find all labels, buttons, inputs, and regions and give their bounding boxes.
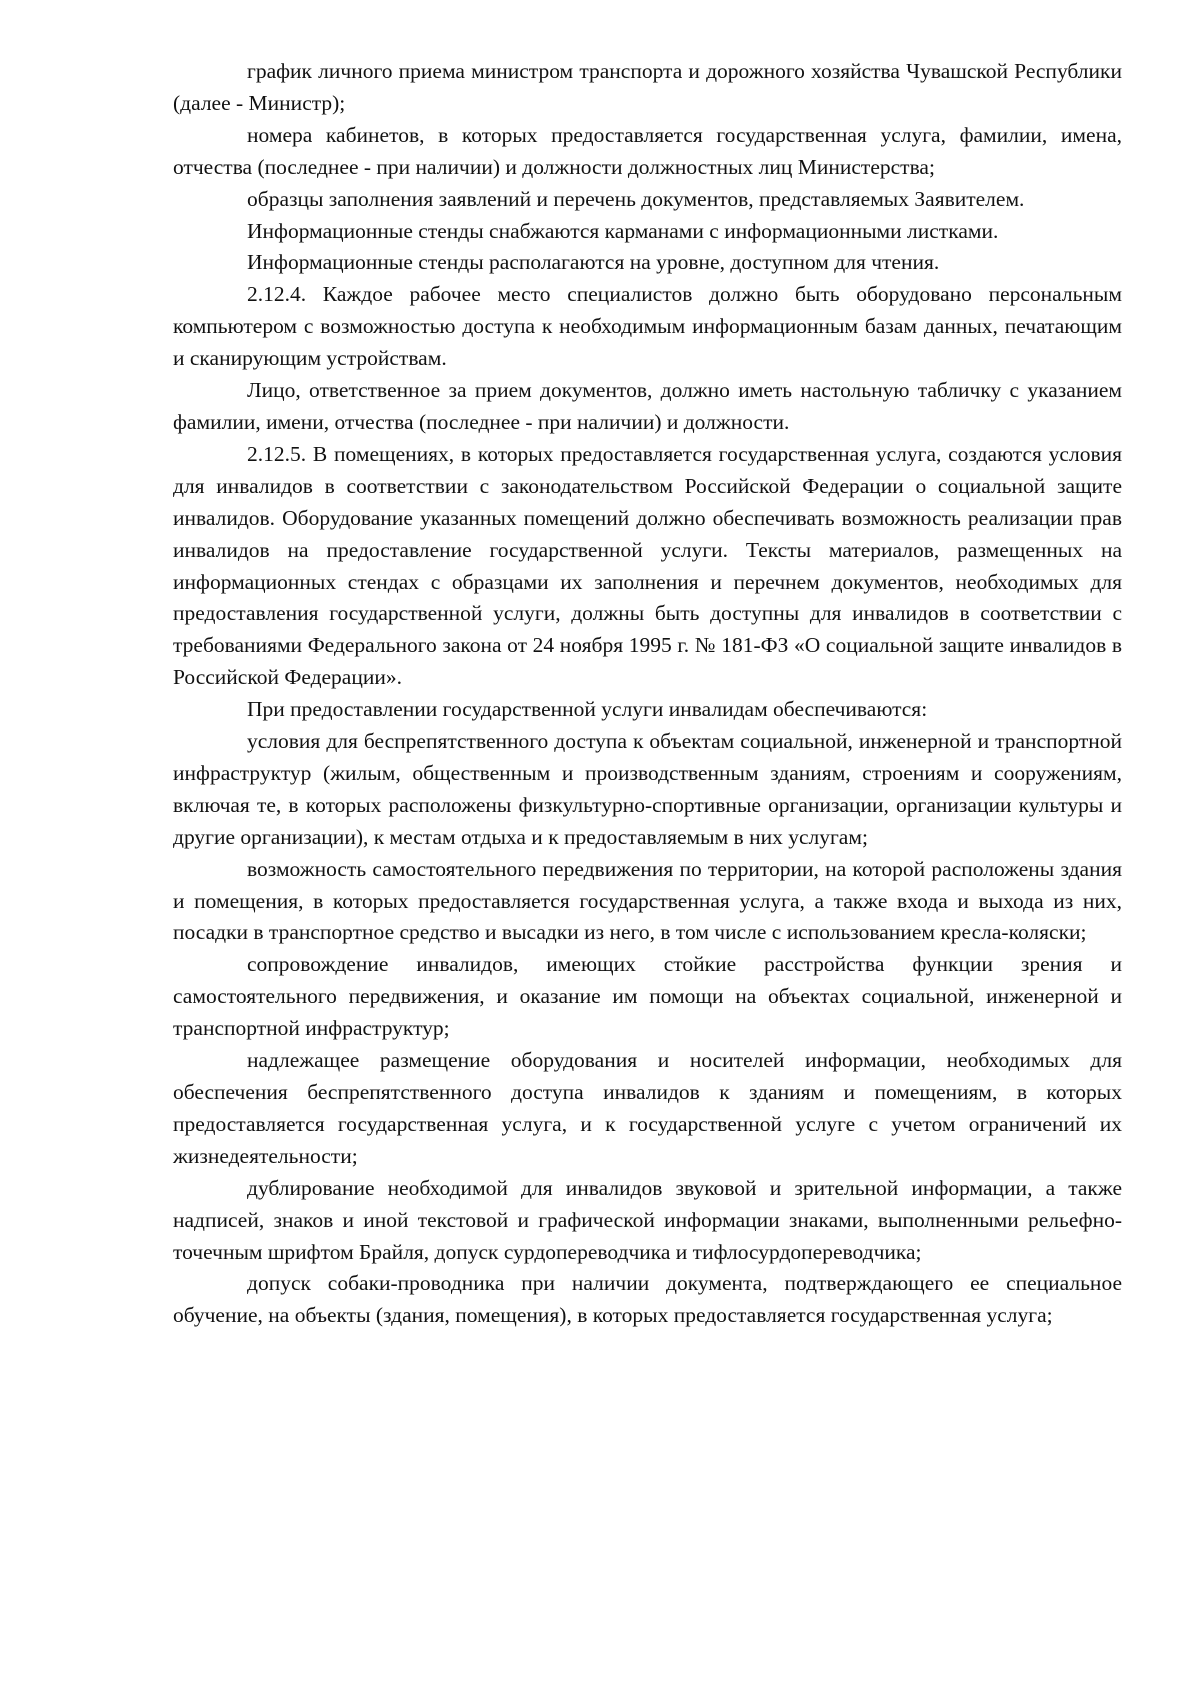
paragraph-desk-nameplate: Лицо, ответственное за прием документов, должно иметь настольную табличку с указанием фамилии, имени, отчества (последнее - при наличии) и должности. — [173, 378, 1122, 434]
list-item-equipment-placement: надлежащее размещение оборудования и носителей информации, необходимых для обеспечения беспрепятственного доступа инвалидов к зданиям и помещениям, в которых предоставляется государственная услуга, и к государственной услуге с учетом ограничений их жизнедеятельности; — [173, 1048, 1122, 1168]
paragraph-reception-schedule: график личного приема министром транспорта и дорожного хозяйства Чувашской Республики (далее - Министр); — [173, 59, 1122, 115]
paragraph-2-12-4: 2.12.4. Каждое рабочее место специалистов должно быть оборудовано персональным компьютером с возможностью доступа к необходимым информационным базам данных, печатающим и сканирующим устройствам. — [173, 282, 1122, 371]
paragraph-application-samples: образцы заполнения заявлений и перечень документов, представляемых Заявителем. — [247, 186, 1025, 211]
list-item-unobstructed-access: условия для беспрепятственного доступа к объектам социальной, инженерной и транспортной инфраструктур (жилым, общественным и производственным зданиям, строениям и сооружениям, включая те, в которых расположены физкультурно-спортивные организации, организации культуры и другие организации), к местам отдыха и к предоставляемым в них услугам; — [173, 729, 1122, 849]
paragraph-2-12-5: 2.12.5. В помещениях, в которых предоставляется государственная услуга, создаются условия для инвалидов в соответствии с законодательством Российской Федерации о социальной защите инвалидов. Оборудование указанных помещений должно обеспечивать возможность реализации прав инвалидов на предоставление государственной услуги. Тексты материалов, размещенных на информационных стендах с образцами их заполнения и перечнем документов, необходимых для предоставления государственной услуги, должны быть доступны для инвалидов в соответствии с требованиями Федерального закона от 24 ноября 1995 г. № 181-ФЗ «О социальной защите инвалидов в Российской Федерации». — [173, 441, 1122, 690]
paragraph-stand-placement: Информационные стенды располагаются на уровне, доступном для чтения. — [247, 250, 940, 275]
list-item-information-duplication: дублирование необходимой для инвалидов звуковой и зрительной информации, а также надписей, знаков и иной текстовой и графической информации знаками, выполненными рельефно-точечным шрифтом Брайля, допуск сурдопереводчика и тифлосурдопереводчика; — [173, 1175, 1122, 1264]
paragraph-disabled-provisions-intro: При предоставлении государственной услуги инвалидам обеспечиваются: — [247, 697, 928, 722]
list-item-independent-movement: возможность самостоятельного передвижения по территории, на которой расположены здания и помещения, в которых предоставляется государственная услуга, а также входа и выхода из них, посадки в транспортное средство и высадки из него, в том числе с использованием кресла-коляски; — [173, 856, 1122, 945]
paragraph-office-numbers: номера кабинетов, в которых предоставляется государственная услуга, фамилии, имена, отчества (последнее - при наличии) и должности должностных лиц Министерства; — [173, 122, 1122, 179]
list-item-guide-dog-admission: допуск собаки-проводника при наличии документа, подтверждающего ее специальное обучение, на объекты (здания, помещения), в которых предоставляется государственная услуга; — [173, 1271, 1122, 1328]
document-body — [173, 56, 1122, 1332]
paragraph-stand-pockets: Информационные стенды снабжаются карманами с информационными листками. — [247, 218, 999, 243]
list-item-escort-assistance: сопровождение инвалидов, имеющих стойкие расстройства функции зрения и самостоятельного передвижения, и оказание им помощи на объектах социальной, инженерной и транспортной инфраструктур; — [173, 952, 1122, 1041]
